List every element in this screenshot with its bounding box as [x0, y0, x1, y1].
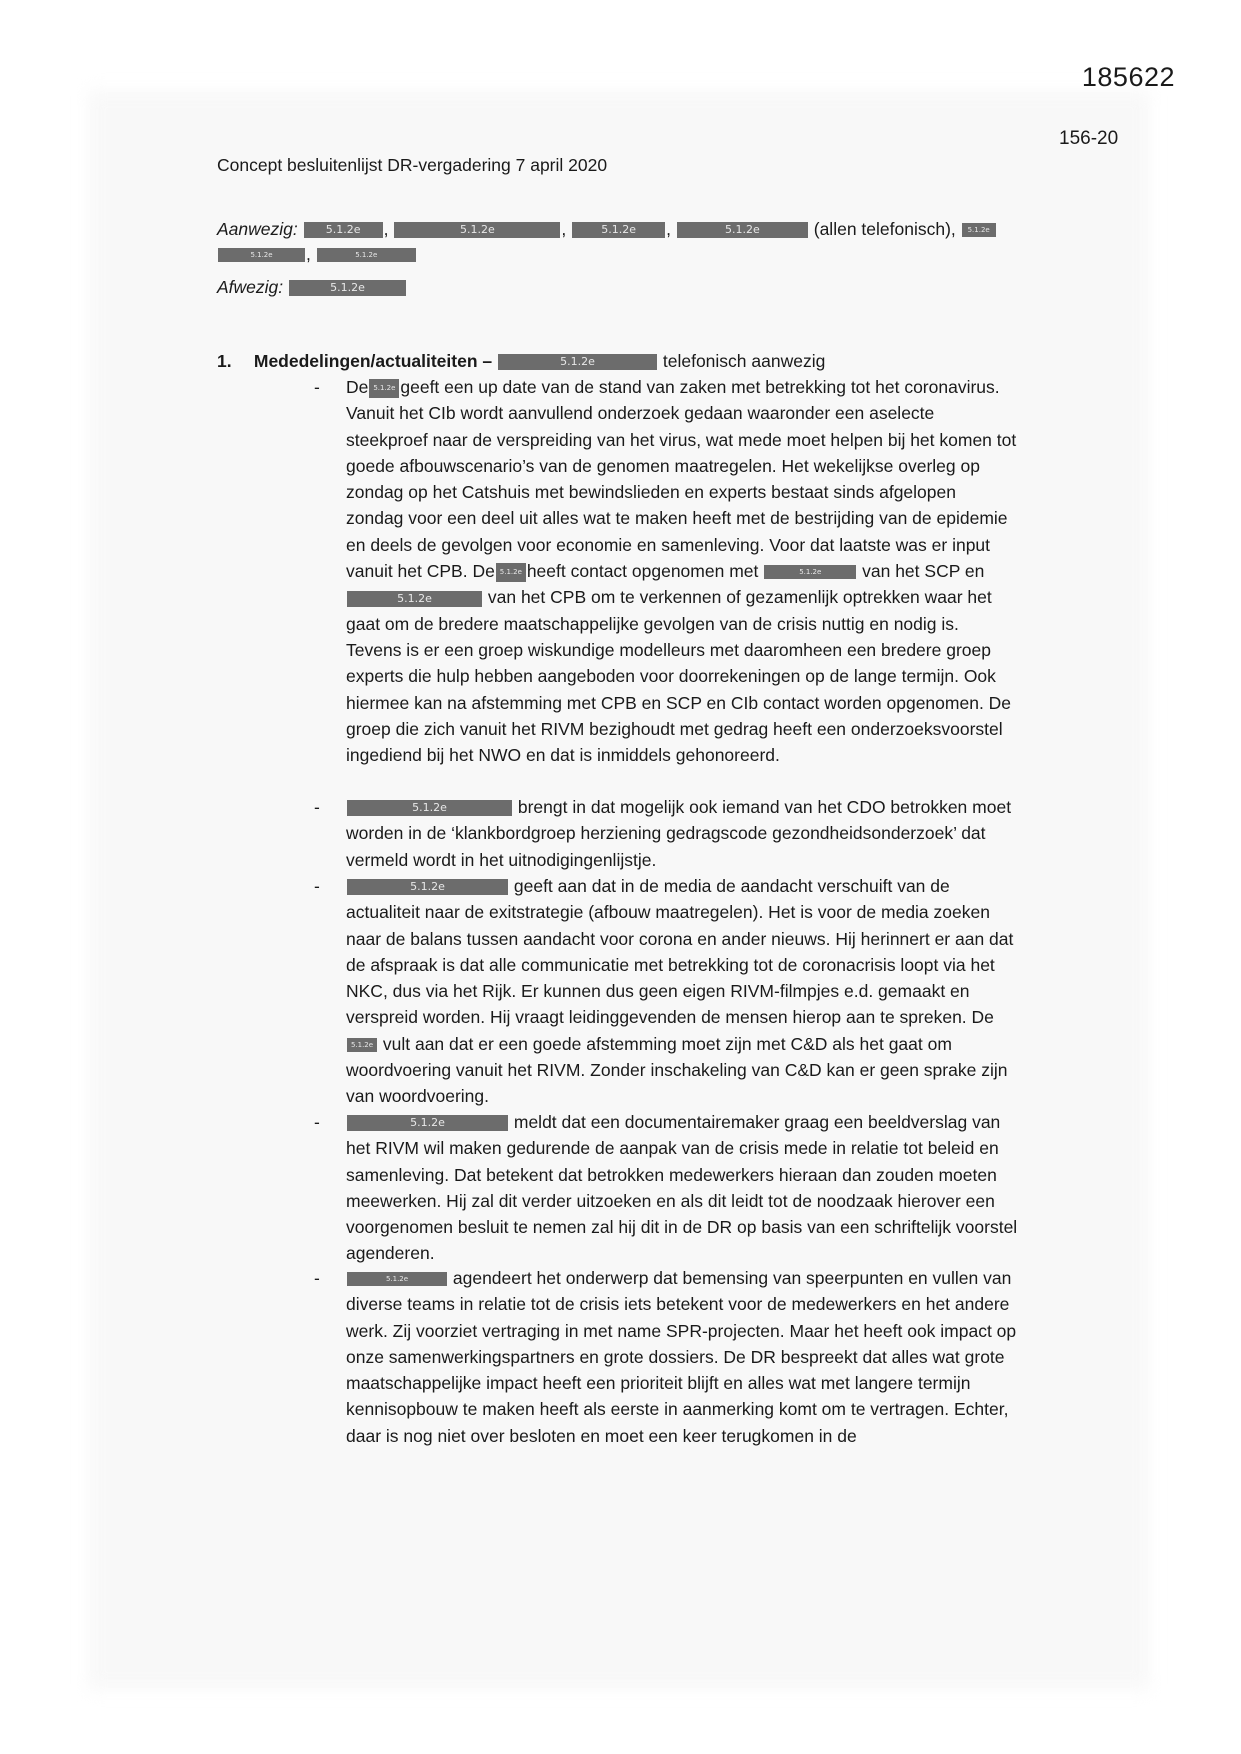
list-item	[346, 1109, 1018, 1267]
redaction-box: 5.1.2e	[347, 591, 482, 607]
section-number: 1.	[217, 351, 232, 371]
redaction-box: 5.1.2e	[317, 248, 416, 262]
bullet-dash: -	[314, 377, 320, 397]
redaction-box: 5.1.2e	[572, 222, 665, 238]
item-text: van het SCP en	[862, 561, 985, 582]
redaction-box: 5.1.2e	[962, 223, 996, 237]
comma: ,	[561, 219, 567, 239]
redaction-box: 5.1.2e	[394, 222, 560, 238]
item-text: van het CPB om te verkennen of gezamenlijk optrekken waar het gaat om de bredere maatschappelijke gevolgen van de crisis nuttig en nodig is. Tevens is er een groep wiskundige modelleurs met daaromheen een bredere groep experts die hulp hebben aangeboden voor doorrekeningen op de lange termijn. Ook hiermee kan na afstemming met CPB en SCP en CIb contact worden opgenomen. De groep die zich vanuit het RIVM bezighoudt met gedrag heeft een onderzoeksvoorstel ingediend bij het NWO en dat is inmiddels gehonoreerd.	[346, 587, 1012, 766]
item-text: meldt dat een documentairemaker graag een beeldverslag van het RIVM wil maken gedurende de aanpak van de crisis mede in relatie tot beleid en samenleving. Dat betekent dat betrokken medewerkers hieraan dan zouden moeten meewerken. Hij zal dit verder uitzoeken en als dit leidt tot de noodzaak hierover een voorgenomen besluit te nemen zal hij dit in de DR op basis van een schriftelijk voorstel agenderen.	[346, 1112, 1018, 1264]
redaction-box: 5.1.2e	[347, 800, 512, 816]
bullet-dash: -	[314, 1112, 320, 1132]
list-item	[346, 873, 1018, 1110]
comma: ,	[666, 219, 671, 239]
comma: ,	[383, 219, 389, 239]
list-item	[346, 1265, 1018, 1449]
redaction-box: 5.1.2e	[218, 248, 305, 262]
section-suffix: telefonisch aanwezig	[662, 351, 826, 371]
list-item	[346, 374, 1018, 768]
redaction-box: 5.1.2e	[289, 280, 406, 296]
redaction-box: 5.1.2e	[347, 1038, 377, 1052]
present-label: Aanwezig:	[217, 219, 298, 239]
redaction-box: 5.1.2e	[764, 565, 856, 579]
reference-number: 156-20	[1059, 128, 1119, 149]
redaction-box: 5.1.2e	[677, 222, 808, 238]
item-text: vult aan dat er een goede afstemming moet zijn met C&D als het gaat om woordvoering vanuit het RIVM. Zonder inschakeling van C&D kan er geen sprake zijn van woordvoering.	[346, 1033, 1008, 1107]
section-title: Mededelingen/actualiteiten –	[253, 351, 493, 371]
redaction-box: 5.1.2e	[347, 1115, 508, 1131]
absent-label: Afwezig:	[217, 277, 284, 297]
document-number: 185622	[1081, 62, 1175, 92]
bullet-dash: -	[314, 797, 320, 817]
attendance-present-line-2	[217, 244, 417, 265]
redaction-box: 5.1.2e	[496, 563, 526, 582]
bullet-dash: -	[314, 1268, 320, 1288]
redaction-box: 5.1.2e	[498, 354, 657, 370]
redaction-box: 5.1.2e	[347, 1272, 447, 1286]
item-text: geeft aan dat in de media de aandacht verschuift van de actualiteit naar de exitstrategie (afbouw maatregelen). Het is voor de media zoeken naar de balans tussen aandacht voor corona en ander nieuws. Hij herinnert er aan dat de afspraak is dat alle communicatie met betrekking tot de coronacrisis loopt via het NKC, dus via het Rijk. Er kunnen dus geen eigen RIVM-filmpjes e.d. gemaakt en verspreid worden. Hij vraagt leidinggevenden de mensen hierop aan te spreken. De	[346, 876, 1014, 1028]
attendance-absent-line	[217, 277, 407, 298]
present-note: (allen telefonisch),	[813, 219, 956, 239]
document-title: Concept besluitenlijst DR-vergadering 7 april 2020	[217, 155, 608, 175]
comma: ,	[306, 244, 311, 264]
redaction-box: 5.1.2e	[347, 879, 508, 895]
section-heading	[217, 351, 825, 372]
bullet-dash: -	[314, 876, 320, 896]
item-text: heeft contact opgenomen met	[526, 561, 759, 582]
item-text: geeft een up date van de stand van zaken met betrekking tot het coronavirus. Vanuit het CIb wordt aanvullend onderzoek gedaan waaronder een aselecte steekproef naar de verspreiding van het virus, wat mede moet helpen bij het komen tot goede afbouwscenario’s van de genomen maatregelen. Het wekelijkse overleg op zondag op het Catshuis met bewindslieden en experts bestaat sinds afgelopen zondag voor een deel uit alles wat te maken heeft met de bestrijding van de epidemie en deels de gevolgen voor economie en samenleving. Voor dat laatste was er input vanuit het CPB. De	[346, 377, 1017, 582]
attendance-present-line	[217, 219, 997, 240]
list-item	[346, 794, 1018, 873]
item-text: De	[346, 377, 369, 397]
redaction-box: 5.1.2e	[369, 379, 399, 398]
item-text: brengt in dat mogelijk ook iemand van het CDO betrokken moet worden in de ‘klankbordgroep herziening gedragscode gezondheidsonderzoek’ dat vermeld wordt in het uitnodigingenlijstje.	[346, 797, 1012, 870]
redaction-box: 5.1.2e	[304, 222, 383, 238]
item-text: agendeert het onderwerp dat bemensing van speerpunten en vullen van diverse teams in relatie tot de crisis iets betekent voor de medewerkers en het andere werk. Zij voorziet vertraging in met name SPR-projecten. Maar het heeft ook impact op onze samenwerkingspartners en grote dossiers. De DR bespreekt dat alles wat grote maatschappelijke impact heeft een prioriteit blijft en alles wat met langere termijn kennisopbouw te maken heeft als eerste in aanmerking komt om te vertragen. Echter, daar is nog niet over besloten en moet een keer terugkomen in de	[346, 1268, 1017, 1446]
